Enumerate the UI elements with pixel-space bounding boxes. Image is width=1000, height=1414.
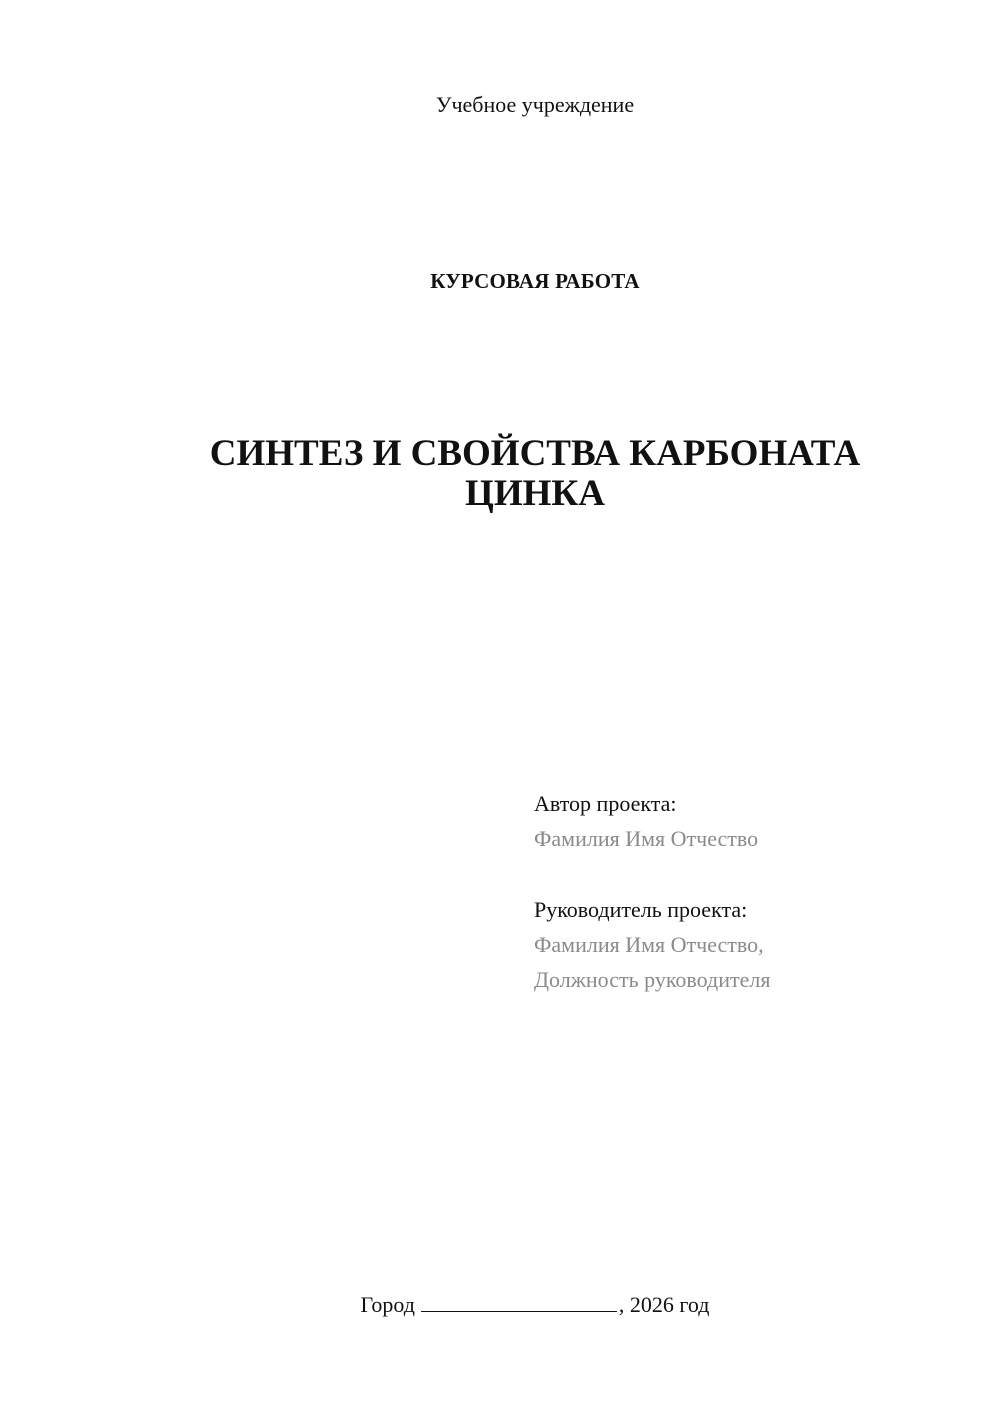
author-name: Фамилия Имя Отчество [534, 826, 759, 851]
year-text: , 2026 год [618, 1292, 710, 1317]
supervisor-position: Должность руководителя [534, 967, 771, 992]
credits-block [534, 786, 974, 997]
title-line-1: СИНТЕЗ И СВОЙСТВА КАРБОНАТА [209, 433, 861, 474]
work-type-heading: КУРСОВАЯ РАБОТА [430, 269, 640, 293]
city-label: Город [360, 1292, 415, 1317]
footer-city-year [0, 1290, 1000, 1320]
institution-name: Учебное учреждение [435, 92, 635, 117]
author-label: Автор проекта: [534, 791, 677, 816]
city-blank-line [421, 1291, 617, 1312]
document-title [0, 434, 1000, 514]
supervisor-name: Фамилия Имя Отчество, [534, 932, 764, 957]
supervisor-label: Руководитель проекта: [534, 897, 748, 922]
credits-spacer [534, 856, 974, 892]
title-line-2: ЦИНКА [465, 473, 605, 514]
